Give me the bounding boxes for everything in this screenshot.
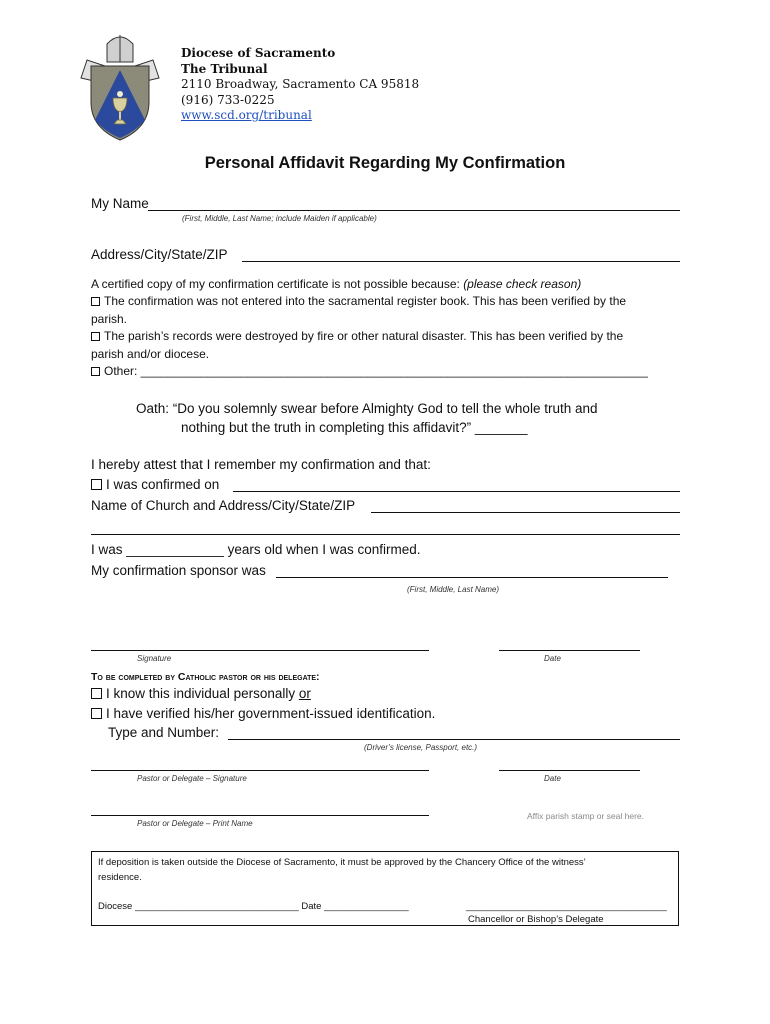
checkbox-verified-id[interactable]: [91, 708, 102, 719]
diocese-date-field[interactable]: Diocese _______________________________ Date ________________: [98, 901, 409, 912]
checkbox-not-entered[interactable]: [91, 297, 100, 306]
checkbox-confirmed-on[interactable]: [91, 479, 102, 490]
type-number-label: Type and Number:: [108, 725, 220, 740]
chancery-note-line-2: residence.: [98, 872, 142, 883]
type-number-field[interactable]: [228, 739, 680, 740]
reason-intro: A certified copy of my confirmation certificate is not possible because: (please check reason): [91, 277, 582, 291]
signature-label: Signature: [137, 654, 172, 663]
my-name-label: My Name: [91, 196, 149, 211]
confirmed-on-field[interactable]: [233, 491, 680, 492]
pastor-print-name-label: Pastor or Delegate – Print Name: [137, 819, 253, 828]
website-link[interactable]: www.scd.org/tribunal: [181, 108, 312, 122]
delegate-signature-field[interactable]: ______________________________________: [466, 901, 667, 912]
confirmed-on-label[interactable]: I was confirmed on: [91, 477, 219, 492]
age-field[interactable]: _____________: [126, 542, 224, 557]
dept-name: The Tribunal: [181, 61, 268, 76]
church-label: Name of Church and Address/City/State/ZIP: [91, 498, 356, 513]
chancery-note-line-1: If deposition is taken outside the Diocese of Sacramento, it must be approved by the Chancery Office of the witness’: [98, 857, 586, 868]
my-name-field[interactable]: [148, 210, 680, 211]
signature-field[interactable]: [91, 650, 429, 651]
diocese-logo: [77, 32, 163, 142]
delegate-label: Chancellor or Bishop’s Delegate: [468, 914, 604, 925]
pastor-signature-label: Pastor or Delegate – Signature: [137, 774, 247, 783]
letterhead: [181, 46, 419, 124]
pastor-date-field[interactable]: [499, 770, 640, 771]
oath-line-1: Oath: “Do you solemnly swear before Almighty God to tell the whole truth and: [136, 401, 598, 416]
signature-date-label: Date: [544, 654, 561, 663]
attest-intro: I hereby attest that I remember my confirmation and that:: [91, 457, 431, 472]
know-personally[interactable]: I know this individual personally or: [91, 686, 311, 701]
address-field[interactable]: [242, 261, 680, 262]
verified-id[interactable]: I have verified his/her government-issued identification.: [91, 706, 435, 721]
reason-option-not-entered-cont: parish.: [91, 312, 128, 326]
sponsor-field[interactable]: [276, 577, 668, 578]
stamp-note: Affix parish stamp or seal here.: [527, 811, 645, 821]
checkbox-destroyed[interactable]: [91, 332, 100, 341]
checkbox-other[interactable]: [91, 367, 100, 376]
pastor-heading: To be completed by Catholic pastor or his delegate:: [91, 671, 320, 683]
reason-option-other[interactable]: Other: ____________________________________________________________________________: [91, 364, 648, 378]
address-label: Address/City/State/ZIP: [91, 247, 228, 262]
type-number-hint: (Driver’s license, Passport, etc.): [364, 743, 478, 752]
pastor-date-label: Date: [544, 774, 561, 783]
page-title: Personal Affidavit Regarding My Confirmation: [204, 154, 566, 172]
reason-option-not-entered[interactable]: The confirmation was not entered into the sacramental register book. This has been verified by the: [91, 294, 626, 308]
church-field[interactable]: [371, 512, 680, 513]
signature-date-field[interactable]: [499, 650, 640, 651]
org-address: 2110 Broadway, Sacramento CA 95818: [181, 77, 420, 91]
reason-option-destroyed[interactable]: The parish’s records were destroyed by fire or other natural disaster. This has been verified by the: [91, 329, 623, 343]
pastor-signature-field[interactable]: [91, 770, 429, 771]
oath-line-2: nothing but the truth in completing this affidavit?” _______: [181, 420, 528, 435]
sponsor-label: My confirmation sponsor was: [91, 563, 266, 578]
org-name: Diocese of Sacramento: [181, 46, 336, 60]
sponsor-hint: (First, Middle, Last Name): [407, 585, 500, 594]
my-name-hint: (First, Middle, Last Name; include Maiden if applicable): [182, 214, 377, 223]
checkbox-know-personally[interactable]: [91, 688, 102, 699]
pastor-print-name-field[interactable]: [91, 815, 429, 816]
reason-option-destroyed-cont: parish and/or diocese.: [91, 347, 210, 361]
church-field-line-2[interactable]: [91, 534, 680, 535]
age-line: I was _____________ years old when I was confirmed.: [91, 542, 421, 557]
org-phone: (916) 733-0225: [181, 92, 275, 107]
chancery-approval-box: [91, 851, 679, 926]
